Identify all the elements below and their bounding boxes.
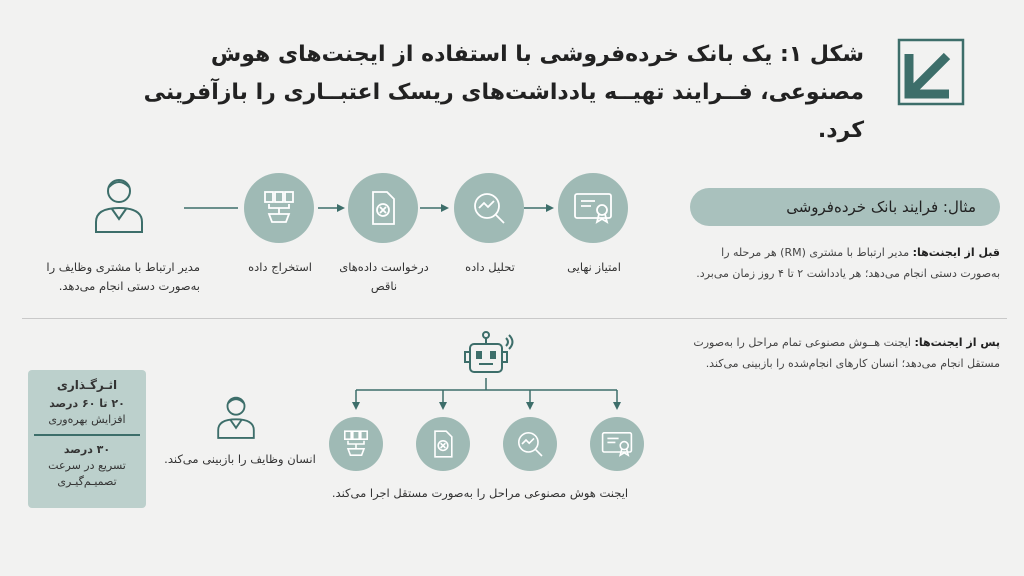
impact-item2-text: تسریع در سرعت تصمیـم‌گیـری: [48, 459, 126, 488]
section-divider: [22, 318, 1007, 319]
incomplete-data-request-icon: [348, 173, 418, 243]
agent-incomplete-data-icon: [416, 417, 470, 471]
human-reviewer-icon: [212, 392, 260, 446]
human-caption: انسان وظایف را بازبینی می‌کند.: [164, 452, 316, 466]
before-heading: قبل از ایجنت‌ها:: [912, 246, 1000, 259]
rm-caption: مدیر ارتباط با مشتری وظایف را به‌صورت دستی انجام می‌دهد.: [46, 260, 200, 293]
data-analysis-icon: [454, 173, 524, 243]
agent-analysis-icon: [503, 417, 557, 471]
example-pill: مثال: فرایند بانک خرده‌فروشی: [690, 188, 1000, 226]
after-description: [680, 332, 1000, 374]
step-label-extract: استخراج داده: [248, 260, 312, 274]
final-score-certificate-icon: [558, 173, 628, 243]
impact-separator: [34, 434, 140, 436]
before-text: مدیر ارتباط با مشتری (RM) هر مرحله را به‌صورت دستی انجام می‌دهد؛ هر یادداشت ۲ تا ۴ روز زمان می‌برد.: [696, 246, 1000, 280]
impact-item1-text: افزایش بهره‌وری: [48, 413, 126, 426]
impact-item1-lead: ۲۰ تا ۶۰ درصد: [49, 397, 125, 410]
impact-item2-lead: ۳۰ درصد: [63, 443, 111, 456]
step-label-request: درخواست داده‌های ناقص: [339, 260, 429, 293]
impact-box: [28, 370, 146, 508]
agent-extract-data-icon: [329, 417, 383, 471]
ai-agent-robot-icon: [462, 330, 518, 384]
after-text: ایجنت هــوش مصنوعی تمام مراحل را به‌صورت مستقل انجام می‌دهد؛ انسان کارهای انجام‌شده را بازبینی می‌کند.: [693, 336, 1000, 370]
agent-caption: ایجنت هوش مصنوعی مراحل را به‌صورت مستقل اجرا می‌کند.: [331, 486, 629, 500]
figure-title: شکل ۱: یک بانک خرده‌فروشی با استفاده از ایجنت‌های هوش مصنوعی، فــرایند تهیــه یادداشت‌های ریسک اعتبــاری را بازآفرینی کرد.: [143, 42, 864, 143]
agent-final-score-icon: [590, 417, 644, 471]
after-heading: پس از ایجنت‌ها:: [914, 336, 1000, 349]
extract-data-icon: [244, 173, 314, 243]
relationship-manager-icon: [88, 174, 150, 240]
step-label-analysis: تحلیل داده: [465, 260, 515, 274]
impact-heading: اثـرگـذاری: [56, 378, 118, 392]
step-label-final-score: امتیاز نهایی: [567, 260, 621, 274]
before-description: [680, 242, 1000, 284]
